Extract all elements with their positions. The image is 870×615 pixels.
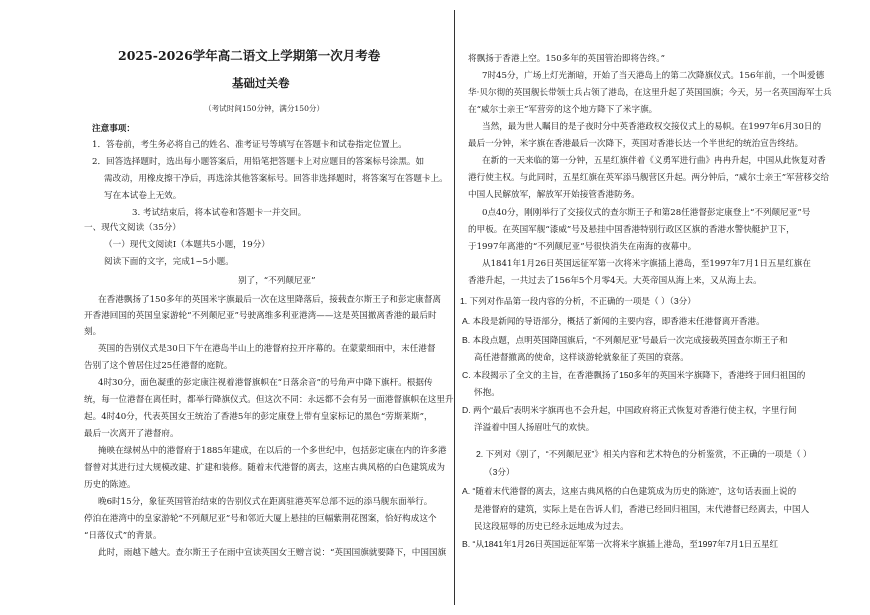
question-1-option-d[interactable]: D. 两个“最后”表明米字旗再也不会升起，中国政府将正式恢复对香港行使主权，字里行间 bbox=[462, 405, 797, 415]
question-1-option-b-cont: 高任港督撤离的使命，这样谈游轮就象征了英国的衰落。 bbox=[474, 352, 689, 362]
exam-subtitle: 基础过关卷 bbox=[232, 76, 290, 90]
notice-item: 3. 考试结束后，将本试卷和答题卡一并交回。 bbox=[132, 208, 307, 218]
question-2-score: （3分） bbox=[484, 467, 515, 477]
notice-item: 写在本试卷上无效。 bbox=[104, 191, 182, 201]
exam-info: （考试时间150分钟，满分150分） bbox=[204, 104, 325, 113]
question-2-option-a[interactable]: A. “随着末代港督的离去，这座古典风格的白色建筑成为历史的陈迹”，这句话表面上说的 bbox=[462, 486, 797, 496]
article-line: 将飘扬于香港上空。150多年的英国管治即将告终。” bbox=[468, 54, 665, 64]
question-2-option-a-cont: 是港督府的建筑，实际上是在告诉人们，香港已经回归祖国，末代港督已经离去，中国人 bbox=[474, 504, 810, 514]
subsection-heading: （一）现代文阅读Ⅰ（本题共5小题，19分） bbox=[104, 240, 270, 250]
reading-instruction: 阅读下面的文字，完成1~5小题。 bbox=[104, 257, 234, 267]
question-1-option-d-cont: 洋溢着中国人扬眉吐气的欢快。 bbox=[474, 422, 595, 432]
article-line: 最后一次离开了港督府。 bbox=[84, 429, 179, 439]
column-divider bbox=[454, 10, 455, 605]
article-line: 督曾对其进行过大规模改建、扩建和装修。随着末代港督的离去，这座古典风格的白色建筑成为 bbox=[84, 463, 445, 473]
question-1-option-a[interactable]: A. 本段是新闻的导语部分，概括了新闻的主要内容，即香港末任港督离开香港。 bbox=[462, 316, 765, 326]
article-line: 从1841年1月26日英国远征军第一次将米字旗插上港岛，至1997年7月1日五星红旗在 bbox=[482, 259, 811, 269]
article-line: 起。4时40分，代表英国女王统治了香港5年的彭定康登上带有皇家标记的黑色“劳斯莱斯”， bbox=[84, 412, 433, 422]
question-1-option-c[interactable]: C. 本段揭示了全文的主旨，在香港飘扬了150多年的英国米字旗降下，香港终于回归祖国的 bbox=[462, 370, 806, 380]
question-2-stem: 2. 下列对《别了，“不列颠尼亚”》相关内容和艺术特色的分析鉴赏，不正确的一项是（ ） bbox=[476, 449, 812, 459]
article-line: 港行使主权。与此同时，五星红旗在英军添马舰营区升起。两分钟后，“威尔士亲王”军营移交给 bbox=[468, 173, 830, 183]
notice-item: 2．回答选择题时，选出每小题答案后，用铅笔把答题卡上对应题目的答案标号涂黑。如 bbox=[92, 157, 425, 167]
article-line: “日落仪式”的背景。 bbox=[84, 531, 162, 541]
article-line: 在香港飘扬了150多年的英国米字旗最后一次在这里降落后，接载查尔斯王子和彭定康督离 bbox=[98, 295, 441, 305]
article-line: 停泊在港湾中的皇家游轮“不列颠尼亚”号和邻近大厦上悬挂的巨幅紫荆花图案，恰好构成这个 bbox=[84, 514, 437, 524]
question-2-option-a-cont: 民这段屈辱的历史已经永远地成为过去。 bbox=[474, 521, 629, 531]
article-line: 历史的陈迹。 bbox=[84, 480, 136, 490]
article-line: 掩映在绿树丛中的港督府于1885年建成，在以后的一个多世纪中，包括彭定康在内的许多港 bbox=[98, 446, 447, 456]
article-line: 当然，最为世人瞩目的是子夜时分中英香港政权交接仪式上的易帜。在1997年6月30日的 bbox=[482, 122, 822, 132]
article-line: 刻。 bbox=[84, 327, 102, 337]
article-title: 别了，“不列颠尼亚” bbox=[238, 276, 316, 286]
article-line: 晚6时15分，象征英国管治结束的告别仪式在距离驻港英军总部不远的添马舰东面举行。 bbox=[98, 497, 433, 507]
section-heading: 一、现代文阅读（35分） bbox=[84, 223, 181, 233]
article-line: 4时30分，面色凝重的彭定康注视着港督旗帜在“日落余音”的号角声中降下旗杆。根据传 bbox=[98, 378, 433, 388]
article-line: 0点40分，刚刚举行了交接仪式的查尔斯王子和第28任港督彭定康登上“不列颠尼亚”号 bbox=[482, 208, 811, 218]
article-line: 最后一分钟，米字旗在香港最后一次降下，英国对香港长达一个半世纪的统治宣告终结。 bbox=[468, 139, 804, 149]
article-line: 香港升起，一共过去了156年5个月零4天。大英帝国从海上来，又从海上去。 bbox=[468, 276, 762, 286]
question-1-stem: 1. 下列对作品第一段内容的分析，不正确的一项是（ ）（3分） bbox=[460, 296, 696, 306]
notice-heading: 注意事项： bbox=[92, 124, 135, 134]
exam-title: 2025-2026学年高二语文上学期第一次月考卷 bbox=[118, 48, 381, 63]
article-line: 在新的一天来临的第一分钟，五星红旗伴着《义勇军进行曲》冉冉升起，中国从此恢复对香 bbox=[482, 156, 826, 166]
question-1-option-b[interactable]: B. 本段点题，点明英国降国旗后，“不列颠尼亚”号最后一次完成接载英国查尔斯王子和 bbox=[462, 335, 788, 345]
question-2-option-b[interactable]: B. “从1841年1月26日英国远征军第一次将米字旗插上港岛，至1997年7月1日五星红 bbox=[462, 539, 779, 549]
question-1-option-c-cont: 怀抱。 bbox=[474, 387, 500, 397]
notice-item: 需改动，用橡皮擦干净后，再选涂其他答案标号。回答非选择题时，将答案写在答题卡上。 bbox=[104, 174, 448, 184]
article-line: 统，每一位港督在离任时，都举行降旗仪式。但这次不同：永远都不会有另一面港督旗帜在这里升 bbox=[84, 395, 454, 405]
article-line: 于1997年离港的“不列颠尼亚”号很快消失在南海的夜幕中。 bbox=[468, 242, 697, 252]
article-line: 7时45分，广场上灯光渐暗，开始了当天港岛上的第二次降旗仪式。156年前，一个叫爱德 bbox=[482, 71, 825, 81]
article-line: 开香港回国的英国皇家游轮“不列颠尼亚”号驶离维多利亚港湾——这是英国撤离香港的最后时 bbox=[84, 311, 437, 321]
article-line: 告别了这个曾居住过25任港督的庭院。 bbox=[84, 361, 233, 371]
article-line: 中国人民解放军，解放军开始接管香港防务。 bbox=[468, 190, 640, 200]
article-line: 此时，雨越下越大。查尔斯王子在雨中宣读英国女王赠言说：“英国国旗就要降下，中国国旗 bbox=[98, 548, 447, 558]
notice-item: 1．答卷前，考生务必将自己的姓名、准考证号等填写在答题卡和试卷指定位置上。 bbox=[92, 140, 407, 150]
article-line: 的甲板。在英国军舰“漆威”号及悬挂中国香港特别行政区区旗的香港水警快艇护卫下， bbox=[468, 225, 795, 235]
article-line: 华·贝尔彻的英国舰长带领士兵占领了港岛，在这里升起了英国国旗；今天，另一名英国海军士兵 bbox=[468, 88, 832, 98]
article-line: 在“威尔士亲王”军营旁的这个地方降下了米字旗。 bbox=[468, 105, 658, 115]
article-line: 英国的告别仪式是30日下午在港岛半山上的港督府拉开序幕的。在蒙蒙细雨中，末任港督 bbox=[98, 344, 436, 354]
